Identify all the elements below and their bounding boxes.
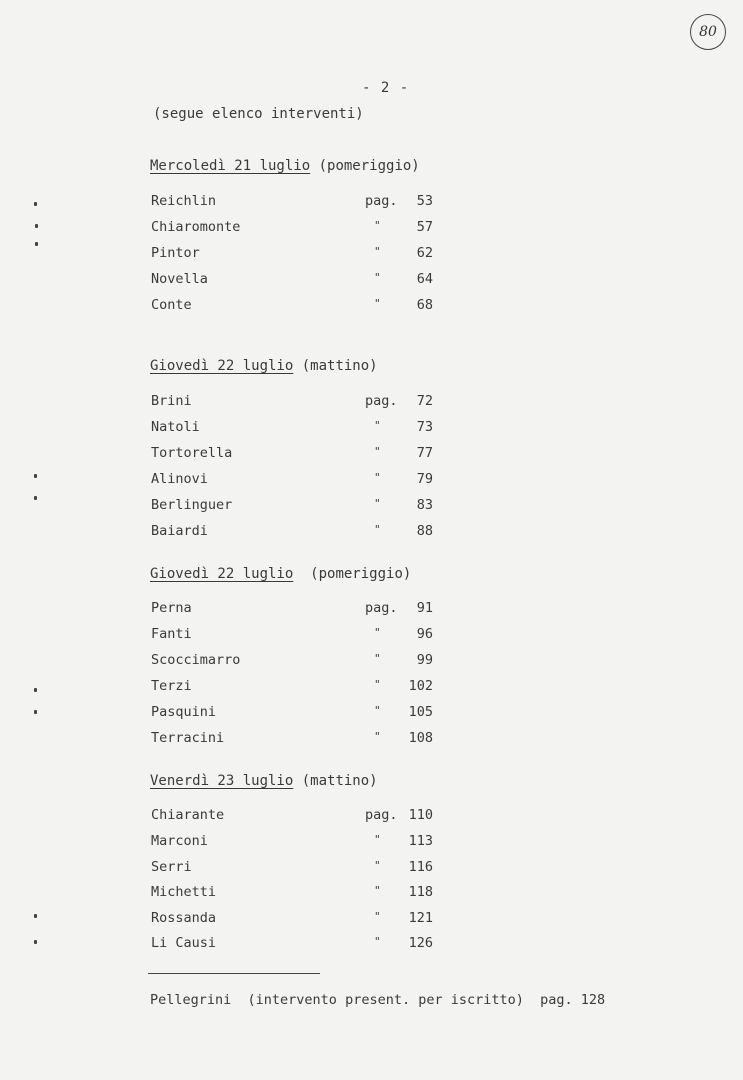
margin-mark bbox=[34, 474, 37, 478]
page-value: 108 bbox=[408, 730, 433, 746]
list-item bbox=[151, 652, 451, 672]
page-value: 72 bbox=[416, 393, 433, 409]
page-stamp: 80 bbox=[690, 14, 726, 50]
page-ref: " bbox=[374, 652, 381, 665]
page-ref: " bbox=[374, 297, 381, 310]
list-item bbox=[151, 704, 451, 724]
margin-mark bbox=[34, 914, 37, 918]
section-heading: Giovedì 22 luglio (pomeriggio) bbox=[150, 566, 412, 582]
section-heading: Venerdì 23 luglio (mattino) bbox=[150, 773, 378, 789]
page-value: 64 bbox=[416, 271, 433, 287]
page-ref: " bbox=[374, 730, 381, 743]
margin-mark bbox=[34, 496, 37, 500]
list-item bbox=[151, 910, 451, 930]
margin-mark bbox=[34, 940, 37, 944]
page-ref: pag. bbox=[365, 807, 398, 823]
list-item bbox=[151, 471, 451, 491]
page-ref: " bbox=[374, 523, 381, 536]
page-value: 118 bbox=[408, 884, 433, 900]
margin-mark bbox=[35, 224, 38, 228]
list-item bbox=[151, 859, 451, 879]
margin-mark bbox=[34, 688, 37, 692]
speaker-name: Perna bbox=[151, 600, 192, 616]
speaker-name: Li Causi bbox=[151, 935, 217, 951]
page-ref: " bbox=[374, 678, 381, 691]
list-item bbox=[151, 884, 451, 904]
page-value: 116 bbox=[408, 859, 433, 875]
page-ref: " bbox=[374, 935, 381, 948]
page-value: 110 bbox=[408, 807, 433, 823]
speaker-name: Berlinguer bbox=[151, 497, 233, 513]
list-item bbox=[151, 271, 451, 291]
margin-mark bbox=[34, 710, 37, 714]
list-item bbox=[151, 678, 451, 698]
page-ref: " bbox=[374, 910, 381, 923]
list-item bbox=[151, 497, 451, 517]
page-value: 73 bbox=[416, 419, 433, 435]
speaker-name: Terzi bbox=[151, 678, 192, 694]
list-item bbox=[151, 833, 451, 853]
page-value: 68 bbox=[416, 297, 433, 313]
list-item bbox=[151, 523, 451, 543]
page-value: 83 bbox=[416, 497, 433, 513]
speaker-name: Baiardi bbox=[151, 523, 208, 539]
intro-text: (segue elenco interventi) bbox=[153, 106, 364, 122]
list-item bbox=[151, 807, 451, 827]
list-item bbox=[151, 730, 451, 750]
page-value: 121 bbox=[408, 910, 433, 926]
page-ref: " bbox=[374, 497, 381, 510]
list-item bbox=[151, 245, 451, 265]
page-ref: pag. bbox=[365, 393, 398, 409]
margin-mark bbox=[35, 242, 38, 246]
page-ref: " bbox=[374, 445, 381, 458]
speaker-name: Terracini bbox=[151, 730, 225, 746]
page-value: 57 bbox=[416, 219, 433, 235]
speaker-name: Rossanda bbox=[151, 910, 217, 926]
speaker-name: Alinovi bbox=[151, 471, 208, 487]
page-ref: " bbox=[374, 704, 381, 717]
list-item bbox=[151, 626, 451, 646]
page-value: 77 bbox=[416, 445, 433, 461]
section-heading: Mercoledì 21 luglio (pomeriggio) bbox=[150, 158, 420, 174]
page-ref: " bbox=[374, 471, 381, 484]
speaker-name: Fanti bbox=[151, 626, 192, 642]
section-heading: Giovedì 22 luglio (mattino) bbox=[150, 358, 378, 374]
page-ref: " bbox=[374, 219, 381, 232]
speaker-name: Chiaromonte bbox=[151, 219, 241, 235]
page-value: 91 bbox=[416, 600, 433, 616]
page-value: 102 bbox=[408, 678, 433, 694]
speaker-name: Pasquini bbox=[151, 704, 217, 720]
list-item bbox=[151, 193, 451, 213]
speaker-name: Marconi bbox=[151, 833, 208, 849]
speaker-name: Michetti bbox=[151, 884, 217, 900]
page-ref: " bbox=[374, 884, 381, 897]
speaker-name: Natoli bbox=[151, 419, 200, 435]
speaker-name: Reichlin bbox=[151, 193, 217, 209]
page-value: 105 bbox=[408, 704, 433, 720]
footer-note: Pellegrini (intervento present. per iscritto) pag. 128 bbox=[150, 992, 606, 1008]
page-value: 88 bbox=[416, 523, 433, 539]
divider bbox=[148, 973, 320, 974]
page-value: 126 bbox=[408, 935, 433, 951]
list-item bbox=[151, 393, 451, 413]
page-ref: pag. bbox=[365, 600, 398, 616]
page-value: 113 bbox=[408, 833, 433, 849]
page-ref: " bbox=[374, 271, 381, 284]
list-item bbox=[151, 297, 451, 317]
margin-mark bbox=[34, 202, 37, 206]
list-item bbox=[151, 445, 451, 465]
speaker-name: Pintor bbox=[151, 245, 200, 261]
speaker-name: Serri bbox=[151, 859, 192, 875]
page-ref: " bbox=[374, 859, 381, 872]
page-ref: " bbox=[374, 833, 381, 846]
list-item bbox=[151, 219, 451, 239]
speaker-name: Novella bbox=[151, 271, 208, 287]
page-value: 62 bbox=[416, 245, 433, 261]
list-item bbox=[151, 419, 451, 439]
list-item bbox=[151, 600, 451, 620]
page-value: 79 bbox=[416, 471, 433, 487]
page-ref: " bbox=[374, 245, 381, 258]
page-value: 96 bbox=[416, 626, 433, 642]
speaker-name: Scoccimarro bbox=[151, 652, 241, 668]
page-ref: " bbox=[374, 626, 381, 639]
speaker-name: Chiarante bbox=[151, 807, 225, 823]
page-ref: " bbox=[374, 419, 381, 432]
page-value: 99 bbox=[416, 652, 433, 668]
speaker-name: Brini bbox=[151, 393, 192, 409]
page-value: 53 bbox=[416, 193, 433, 209]
page-number: - 2 - bbox=[362, 80, 410, 96]
speaker-name: Tortorella bbox=[151, 445, 233, 461]
list-item bbox=[151, 935, 451, 955]
page-ref: pag. bbox=[365, 193, 398, 209]
speaker-name: Conte bbox=[151, 297, 192, 313]
